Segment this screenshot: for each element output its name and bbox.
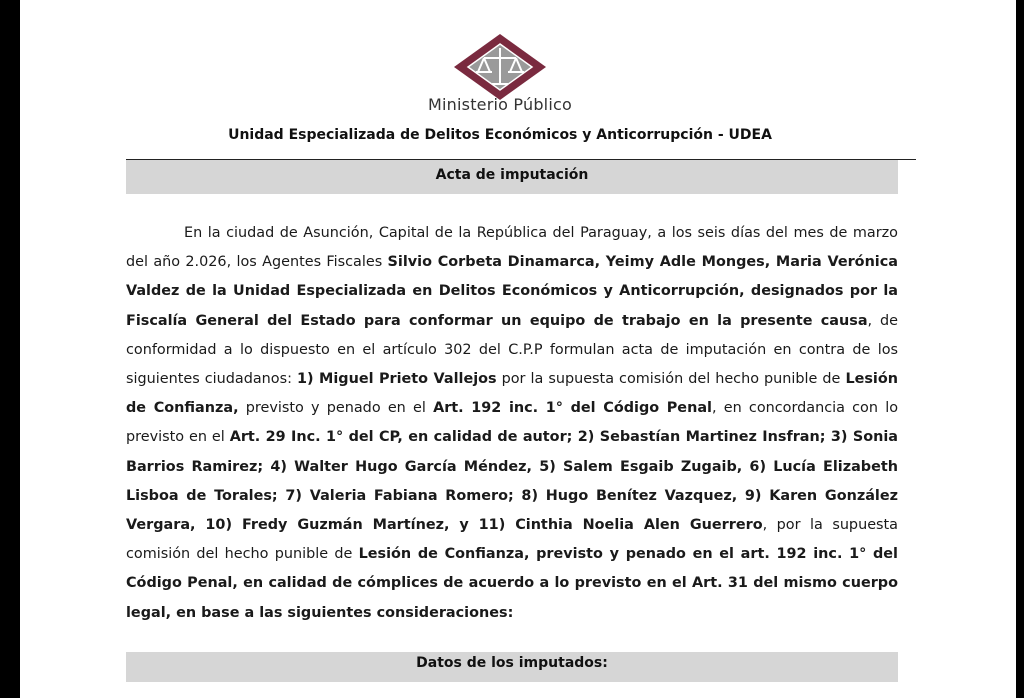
text-segment: , de conformidad a lo dispuesto en el artículo 302 del C.P.P formulan acta de imputación en contra de los siguientes ciudadanos:: [126, 312, 898, 388]
text-segment: , por la supuesta comisión del hecho punible de: [126, 517, 899, 563]
org-name: Ministerio Público: [428, 95, 572, 114]
text-segment: En la ciudad de Asunción, Capital de la República del Paraguay, a los seis días del mes de marzo del año 2.026, los Agentes Fiscales: [126, 225, 898, 271]
bold-text-segment: Lesión de Confianza, previsto y penado en el art. 192 inc. 1° del Código Penal, en calidad de cómplices de acuerdo a lo previsto en el Art. 31 del mismo cuerpo legal, en base a las siguientes consideraciones:: [126, 546, 898, 621]
text-segment: previsto y penado en el: [238, 400, 434, 417]
section2-title-bar: [126, 652, 898, 682]
bold-text-segment: Art. 192 inc. 1° del Código Penal: [433, 400, 712, 417]
bold-text-segment: Lesión de Confianza,: [126, 371, 898, 417]
section-title-bar: [126, 160, 898, 194]
body-paragraph: [126, 219, 898, 628]
unit-name: Unidad Especializada de Delitos Económicos y Anticorrupción - UDEA: [228, 127, 772, 143]
ministerio-publico-logo: [450, 34, 550, 100]
bold-text-segment: Art. 29 Inc. 1° del CP, en calidad de autor; 2) Sebastían Martinez Insfran; 3) Sonia Barrios Ramirez; 4) Walter Hugo García Méndez, 5) Salem Esgaib Zugaib, 6) Lucía Elizabeth Lisboa de Torales; 7) Valeria Fabiana Romero; 8) Hugo Benítez Vazquez, 9) Karen González Vergara, 10) Fredy Guzmán Martínez, y 11) Cinthia Noelia Alen Guerrero: [126, 429, 898, 534]
bold-text-segment: Silvio Corbeta Dinamarca, Yeimy Adle Monges, Maria Verónica Valdez de la Unidad Especializada en Delitos Económicos y Anticorrupción, designados por la Fiscalía General del Estado para conformar un equipo de trabajo en la presente causa: [126, 254, 898, 329]
bold-text-segment: 1) Miguel Prieto Vallejos: [296, 371, 497, 388]
document-page: [20, 0, 1016, 698]
section2-title: Datos de los imputados:: [416, 655, 608, 671]
section-title: Acta de imputación: [435, 167, 589, 183]
text-segment: , en concordancia con lo previsto en el: [126, 400, 898, 446]
text-segment: por la supuesta comisión del hecho punible de: [496, 371, 846, 388]
